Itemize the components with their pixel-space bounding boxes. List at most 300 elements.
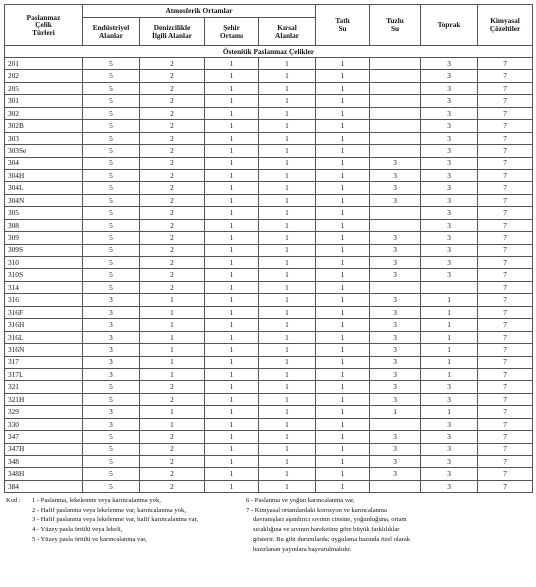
legend-item-continued: sıcaklığına ve sıvının hareketine göre büyük farklılıklar [253,526,400,534]
urban-cell: 1 [205,169,259,181]
legend-label: Kod : [6,497,21,504]
fresh-water-cell: 1 [316,70,370,82]
chemical-cell: 7 [478,431,533,443]
table-row [5,356,533,368]
industrial-cell: 5 [83,480,140,492]
marine-cell: 2 [140,95,205,107]
urban-cell: 1 [205,82,259,94]
soil-cell: 3 [421,107,478,119]
industrial-cell: 5 [83,281,140,293]
chemical-cell: 7 [478,132,533,144]
marine-cell: 1 [140,331,205,343]
chemical-cell: 7 [478,120,533,132]
table-row [5,194,533,206]
soil-cell: 3 [421,219,478,231]
urban-cell: 1 [205,393,259,405]
fresh-water-cell: 1 [316,157,370,169]
legend-item-continued: davranışları aşındırıcı sıvının cinsine, yoğunluğuna, ortam [253,516,407,524]
soil-cell: 3 [421,58,478,70]
chemical-cell: 7 [478,406,533,418]
rural-cell: 1 [259,306,316,318]
salt-water-cell [370,107,421,119]
chemical-cell: 7 [478,107,533,119]
marine-cell: 1 [140,319,205,331]
rural-cell: 1 [259,406,316,418]
salt-water-cell: 3 [370,319,421,331]
soil-cell: 3 [421,393,478,405]
salt-water-cell [370,120,421,132]
soil-cell: 1 [421,406,478,418]
table-row [5,232,533,244]
table-row [5,281,533,293]
urban-cell: 1 [205,244,259,256]
marine-cell: 1 [140,306,205,318]
soil-cell: 3 [421,232,478,244]
header-soil: Toprak [421,5,478,46]
steel-type-cell: 304 [5,157,83,169]
table-row [5,107,533,119]
soil-cell: 3 [421,207,478,219]
fresh-water-cell: 1 [316,393,370,405]
chemical-cell: 7 [478,393,533,405]
table-row [5,169,533,181]
chemical-cell: 7 [478,418,533,430]
rural-cell: 1 [259,107,316,119]
rural-cell: 1 [259,319,316,331]
header-fresh-water: Tatlı Su [316,5,370,46]
soil-cell: 3 [421,257,478,269]
steel-type-cell: 301 [5,95,83,107]
marine-cell: 1 [140,418,205,430]
fresh-water-cell: 1 [316,82,370,94]
urban-cell: 1 [205,468,259,480]
salt-water-cell: 3 [370,368,421,380]
soil-cell [421,281,478,293]
chemical-cell: 7 [478,319,533,331]
urban-cell: 1 [205,207,259,219]
industrial-cell: 3 [83,368,140,380]
industrial-cell: 3 [83,406,140,418]
fresh-water-cell: 1 [316,443,370,455]
steel-type-cell: 329 [5,406,83,418]
industrial-cell: 3 [83,418,140,430]
rural-cell: 1 [259,120,316,132]
industrial-cell: 5 [83,169,140,181]
urban-cell: 1 [205,219,259,231]
table-row [5,294,533,306]
salt-water-cell: 3 [370,456,421,468]
soil-cell: 3 [421,70,478,82]
table-row [5,257,533,269]
industrial-cell: 5 [83,194,140,206]
steel-type-cell: 309 [5,232,83,244]
marine-cell: 2 [140,120,205,132]
rural-cell: 1 [259,182,316,194]
chemical-cell: 7 [478,368,533,380]
legend-item-continued: hazırlanan yayınlara başvurulmalıdır. [253,545,352,553]
steel-type-cell: 308 [5,219,83,231]
fresh-water-cell: 1 [316,244,370,256]
steel-type-cell: 348H [5,468,83,480]
marine-cell: 2 [140,157,205,169]
salt-water-cell: 3 [370,468,421,480]
steel-type-cell: 303 [5,132,83,144]
legend-item: 6 - Paslanma ve yoğun karıncalanma var, [246,497,355,504]
urban-cell: 1 [205,418,259,430]
industrial-cell: 5 [83,132,140,144]
industrial-cell: 3 [83,306,140,318]
marine-cell: 2 [140,169,205,181]
table-row [5,468,533,480]
rural-cell: 1 [259,480,316,492]
rural-cell: 1 [259,281,316,293]
urban-cell: 1 [205,356,259,368]
industrial-cell: 3 [83,344,140,356]
steel-type-cell: 310 [5,257,83,269]
steel-type-cell: 304H [5,169,83,181]
chemical-cell: 7 [478,95,533,107]
rural-cell: 1 [259,368,316,380]
steel-type-cell: 302B [5,120,83,132]
fresh-water-cell: 1 [316,58,370,70]
table-row [5,368,533,380]
table-row [5,431,533,443]
soil-cell: 3 [421,480,478,492]
fresh-water-cell: 1 [316,257,370,269]
marine-cell: 2 [140,456,205,468]
urban-cell: 1 [205,257,259,269]
table-row [5,381,533,393]
fresh-water-cell: 1 [316,281,370,293]
soil-cell: 3 [421,468,478,480]
soil-cell: 3 [421,244,478,256]
industrial-cell: 5 [83,456,140,468]
salt-water-cell: 3 [370,431,421,443]
header-industrial: Endüstriyel Alanlar [83,18,140,46]
marine-cell: 2 [140,145,205,157]
salt-water-cell: 3 [370,182,421,194]
industrial-cell: 5 [83,219,140,231]
soil-cell: 1 [421,368,478,380]
rural-cell: 1 [259,294,316,306]
table-row [5,306,533,318]
fresh-water-cell: 1 [316,381,370,393]
fresh-water-cell: 1 [316,145,370,157]
steel-type-cell: 348 [5,456,83,468]
chemical-cell: 7 [478,232,533,244]
marine-cell: 2 [140,219,205,231]
header-steel-type: Paslanmaz Çelik Türleri [5,5,83,46]
marine-cell: 2 [140,182,205,194]
salt-water-cell: 3 [370,157,421,169]
rural-cell: 1 [259,393,316,405]
salt-water-cell [370,418,421,430]
fresh-water-cell: 1 [316,480,370,492]
steel-type-cell: 305 [5,207,83,219]
table-row [5,219,533,231]
urban-cell: 1 [205,406,259,418]
chemical-cell: 7 [478,269,533,281]
marine-cell: 1 [140,356,205,368]
salt-water-cell [370,82,421,94]
fresh-water-cell: 1 [316,418,370,430]
chemical-cell: 7 [478,306,533,318]
salt-water-cell: 3 [370,169,421,181]
salt-water-cell [370,58,421,70]
salt-water-cell: 3 [370,443,421,455]
rural-cell: 1 [259,269,316,281]
table-row [5,269,533,281]
industrial-cell: 5 [83,107,140,119]
soil-cell: 3 [421,269,478,281]
steel-type-cell: 347 [5,431,83,443]
industrial-cell: 5 [83,82,140,94]
marine-cell: 2 [140,431,205,443]
urban-cell: 1 [205,182,259,194]
soil-cell: 1 [421,356,478,368]
steel-type-cell: 316N [5,344,83,356]
urban-cell: 1 [205,107,259,119]
rural-cell: 1 [259,82,316,94]
industrial-cell: 5 [83,207,140,219]
fresh-water-cell: 1 [316,269,370,281]
urban-cell: 1 [205,95,259,107]
steel-type-cell: 317 [5,356,83,368]
urban-cell: 1 [205,368,259,380]
table-row [5,145,533,157]
soil-cell: 3 [421,145,478,157]
steel-type-cell: 304N [5,194,83,206]
chemical-cell: 7 [478,58,533,70]
fresh-water-cell: 1 [316,95,370,107]
rural-cell: 1 [259,244,316,256]
soil-cell: 3 [421,132,478,144]
rural-cell: 1 [259,468,316,480]
salt-water-cell: 3 [370,244,421,256]
soil-cell: 3 [421,95,478,107]
salt-water-cell: 3 [370,331,421,343]
marine-cell: 1 [140,344,205,356]
chemical-cell: 7 [478,194,533,206]
header-salt-water: Tuzlu Su [370,5,421,46]
marine-cell: 1 [140,294,205,306]
header-urban: Şehir Ortamı [205,18,259,46]
rural-cell: 1 [259,194,316,206]
table-row [5,406,533,418]
steel-type-cell: 321 [5,381,83,393]
salt-water-cell [370,219,421,231]
fresh-water-cell: 1 [316,107,370,119]
salt-water-cell: 3 [370,344,421,356]
marine-cell: 2 [140,132,205,144]
urban-cell: 1 [205,58,259,70]
header-marine: Denizcilikle İlgili Alanlar [140,18,205,46]
chemical-cell: 7 [478,356,533,368]
industrial-cell: 5 [83,157,140,169]
chemical-cell: 7 [478,182,533,194]
soil-cell: 1 [421,331,478,343]
soil-cell: 3 [421,443,478,455]
marine-cell: 2 [140,269,205,281]
marine-cell: 2 [140,58,205,70]
chemical-cell: 7 [478,456,533,468]
chemical-cell: 7 [478,381,533,393]
table-row [5,157,533,169]
steel-type-cell: 205 [5,82,83,94]
fresh-water-cell: 1 [316,132,370,144]
urban-cell: 1 [205,344,259,356]
rural-cell: 1 [259,257,316,269]
legend-item: 2 - Hafif paslanma veya lekelenme var, karıncalanma yok, [32,506,186,514]
urban-cell: 1 [205,132,259,144]
table-row [5,58,533,70]
soil-cell: 1 [421,294,478,306]
steel-type-cell: 347H [5,443,83,455]
industrial-cell: 5 [83,58,140,70]
soil-cell: 3 [421,381,478,393]
soil-cell: 1 [421,344,478,356]
industrial-cell: 5 [83,443,140,455]
industrial-cell: 5 [83,244,140,256]
marine-cell: 2 [140,232,205,244]
urban-cell: 1 [205,319,259,331]
fresh-water-cell: 1 [316,468,370,480]
salt-water-cell: 3 [370,194,421,206]
marine-cell: 2 [140,468,205,480]
header-chemical: Kimyasal Çözeltiler [478,5,533,46]
salt-water-cell: 3 [370,356,421,368]
rural-cell: 1 [259,219,316,231]
soil-cell: 3 [421,431,478,443]
steel-type-cell: 384 [5,480,83,492]
table-row [5,95,533,107]
legend-column-1 [32,496,252,545]
rural-cell: 1 [259,356,316,368]
soil-cell: 3 [421,182,478,194]
steel-type-cell: 316H [5,319,83,331]
industrial-cell: 5 [83,95,140,107]
rural-cell: 1 [259,443,316,455]
industrial-cell: 5 [83,70,140,82]
chemical-cell: 7 [478,82,533,94]
fresh-water-cell: 1 [316,431,370,443]
table-row [5,480,533,492]
legend-column-2 [246,496,496,554]
salt-water-cell: 1 [370,406,421,418]
marine-cell: 1 [140,368,205,380]
fresh-water-cell: 1 [316,368,370,380]
marine-cell: 2 [140,244,205,256]
marine-cell: 1 [140,406,205,418]
marine-cell: 2 [140,257,205,269]
urban-cell: 1 [205,194,259,206]
chemical-cell: 7 [478,207,533,219]
steel-type-cell: 330 [5,418,83,430]
fresh-water-cell: 1 [316,406,370,418]
table-row [5,344,533,356]
rural-cell: 1 [259,95,316,107]
urban-cell: 1 [205,281,259,293]
rural-cell: 1 [259,456,316,468]
fresh-water-cell: 1 [316,182,370,194]
legend-item-continued: gösterir. Bu gibi durumlarda; uygulama bazında özel olarak [253,535,411,543]
table-row [5,456,533,468]
industrial-cell: 5 [83,381,140,393]
industrial-cell: 5 [83,232,140,244]
salt-water-cell: 3 [370,257,421,269]
marine-cell: 2 [140,443,205,455]
legend-item: 3 - Hafif paslanma veya lekelenme var, hafif karıncalanma var, [32,516,199,524]
industrial-cell: 3 [83,331,140,343]
urban-cell: 1 [205,456,259,468]
steel-type-cell: 316 [5,294,83,306]
rural-cell: 1 [259,132,316,144]
salt-water-cell [370,132,421,144]
soil-cell: 3 [421,120,478,132]
industrial-cell: 3 [83,356,140,368]
urban-cell: 1 [205,294,259,306]
urban-cell: 1 [205,145,259,157]
salt-water-cell: 3 [370,381,421,393]
industrial-cell: 3 [83,319,140,331]
marine-cell: 2 [140,207,205,219]
rural-cell: 1 [259,58,316,70]
industrial-cell: 5 [83,182,140,194]
rural-cell: 1 [259,232,316,244]
salt-water-cell [370,281,421,293]
salt-water-cell: 3 [370,393,421,405]
steel-type-cell: 202 [5,70,83,82]
table-row [5,82,533,94]
rural-cell: 1 [259,331,316,343]
steel-type-cell: 302 [5,107,83,119]
urban-cell: 1 [205,232,259,244]
marine-cell: 2 [140,194,205,206]
fresh-water-cell: 1 [316,319,370,331]
urban-cell: 1 [205,70,259,82]
legend-item: 1 - Paslanma, lekelenme veya karıncalanma yok, [32,497,161,504]
fresh-water-cell: 1 [316,194,370,206]
table-row [5,319,533,331]
rural-cell: 1 [259,157,316,169]
industrial-cell: 5 [83,269,140,281]
salt-water-cell [370,95,421,107]
salt-water-cell: 3 [370,269,421,281]
industrial-cell: 5 [83,145,140,157]
rural-cell: 1 [259,431,316,443]
header-atmospheric-group: Atmosferik Ortamlar [83,5,316,18]
steel-type-cell: 310S [5,269,83,281]
soil-cell: 3 [421,194,478,206]
urban-cell: 1 [205,381,259,393]
salt-water-cell: 3 [370,232,421,244]
steel-type-cell: 321H [5,393,83,405]
industrial-cell: 3 [83,294,140,306]
rural-cell: 1 [259,70,316,82]
industrial-cell: 5 [83,257,140,269]
table-row [5,70,533,82]
marine-cell: 2 [140,82,205,94]
urban-cell: 1 [205,120,259,132]
table-row [5,132,533,144]
fresh-water-cell: 1 [316,306,370,318]
chemical-cell: 7 [478,169,533,181]
chemical-cell: 7 [478,219,533,231]
section-title: Östenitik Paslanmaz Çelikler [5,46,533,58]
salt-water-cell: 3 [370,294,421,306]
marine-cell: 2 [140,107,205,119]
industrial-cell: 5 [83,468,140,480]
